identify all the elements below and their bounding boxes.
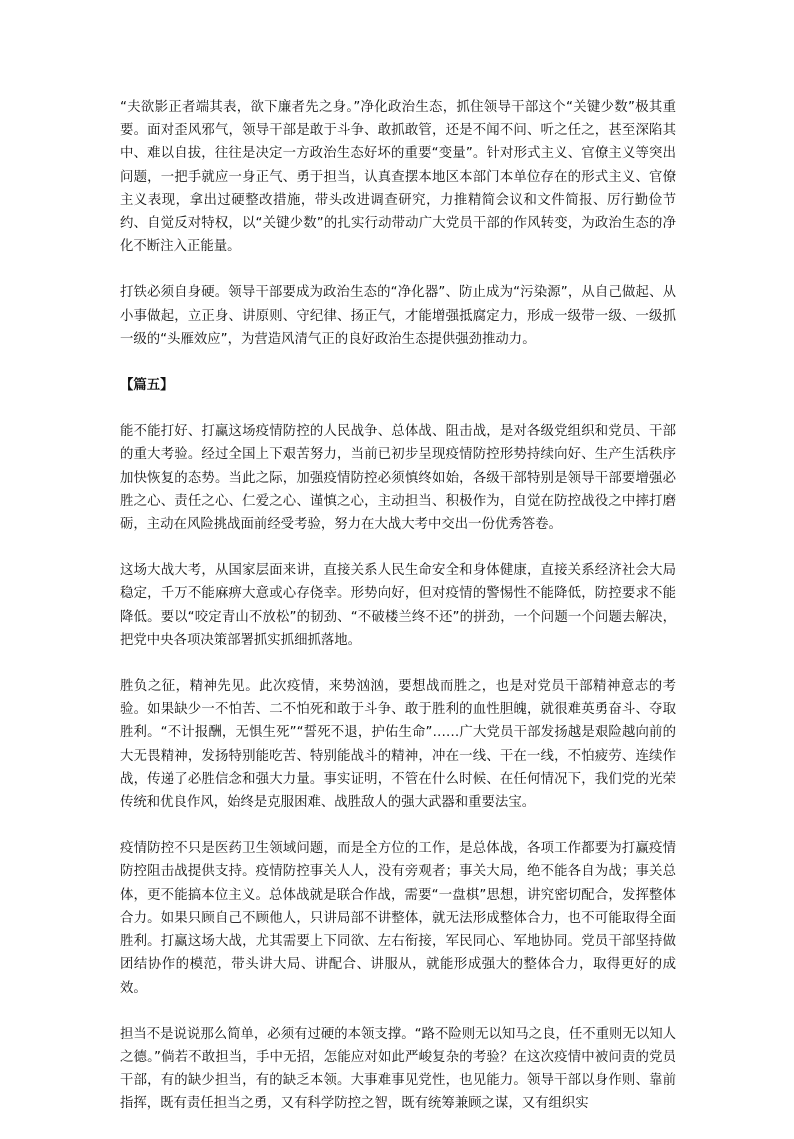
paragraph-2: 打铁必须自身硬。领导干部要成为政治生态的“净化器”、防止成为“污染源”，从自己做起、从小事做起，立正身、讲原则、守纪律、扬正气，才能增强抵腐定力，形成一级带一级、一级抓一级的“头雁效应”，为营造风清气正的良好政治生态提供强劲推动力。: [120, 285, 676, 347]
paragraph-4: 这场大战大考，从国家层面来讲，直接关系人民生命安全和身体健康，直接关系经济社会大局稳定，千万不能麻痹大意或心存侥幸。形势向好，但对疫情的警惕性不能降低，防控要求不能降低。要以“咬定青山不放松”的韧劲、“不破楼兰终不还”的拼劲，一个问题一个问题去解决，把党中央各项决策部署抓实抓细抓落地。: [120, 563, 676, 648]
paragraph-5: 胜负之征，精神先见。此次疫情，来势汹汹，要想战而胜之，也是对党员干部精神意志的考验。如果缺少一不怕苦、二不怕死和敢于斗争、敢于胜利的血性胆魄，就很难英勇奋斗、夺取胜利。“不计报酬，无惧生死”“誓死不退，护佑生命”……广大党员干部发扬越是艰险越向前的大无畏精神，发扬特别能吃苦、特别能战斗的精神，冲在一线、干在一线，不怕疲劳、连续作战，传递了必胜信念和强大力量。事实证明，不管在什么时候、在任何情况下，我们党的光荣传统和优良作风，始终是克服困难、战胜敌人的强大武器和重要法宝。: [120, 679, 676, 811]
paragraph-6: 疫情防控不只是医药卫生领域问题，而是全方位的工作，是总体战，各项工作都要为打赢疫情防控阻击战提供支持。疫情防控事关人人，没有旁观者；事关大局，绝不能各自为战；事关总体，更不能搞本位主义。总体战就是联合作战，需要“一盘棋”思想，讲究密切配合，发挥整体合力。如果只顾自己不顾他人，只讲局部不讲整体，就无法形成整体合力，也不可能取得全面胜利。打赢这场大战，尤其需要上下同欲、左右衔接，军民同心、军地协同。党员干部坚持做团结协作的模范，带头讲大局、讲配合、讲服从，就能形成强大的整体合力，取得更好的成效。: [120, 841, 676, 996]
section-heading: 【篇五】: [120, 378, 174, 394]
document-page: [120, 96, 676, 1139]
paragraph-3: 能不能打好、打赢这场疫情防控的人民战争、总体战、阻击战，是对各级党组织和党员、干部的重大考验。经过全国上下艰苦努力，当前已初步呈现疫情防控形势持续向好、生产生活秩序加快恢复的态势。当此之际，加强疫情防控必须慎终如始，各级干部特别是领导干部要增强必胜之心、责任之心、仁爱之心、谨慎之心，主动担当、积极作为，自觉在防控战役之中摔打磨砺，主动在风险挑战面前经受考验，努力在大战大考中交出一份优秀答卷。: [120, 424, 676, 533]
paragraph-7: 担当不是说说那么简单，必须有过硬的本领支撑。“路不险则无以知马之良，任不重则无以知人之德。”倘若不敢担当，手中无招，怎能应对如此严峻复杂的考验？在这次疫情中被问责的党员干部，有的缺少担当，有的缺乏本领。大事难事见党性，也见能力。领导干部以身作则、靠前指挥，既有责任担当之勇，又有科学防控之智，既有统筹兼顾之谋，又有组织实: [120, 1026, 676, 1112]
paragraph-1: “夫欲影正者端其表，欲下廉者先之身。”净化政治生态，抓住领导干部这个“关键少数”极其重要。面对歪风邪气，领导干部是敢于斗争、敢抓敢管，还是不闻不问、听之任之，甚至深陷其中、难以自拔，往往是决定一方政治生态好坏的重要“变量”。针对形式主义、官僚主义等突出问题，一把手就应一身正气、勇于担当，认真查摆本地区本部门本单位存在的形式主义、官僚主义表现，拿出过硬整改措施，带头改进调查研究，力推精简会议和文件简报、厉行勤俭节约、自觉反对特权，以“关键少数”的扎实行动带动广大党员干部的作风转变，为政治生态的净化不断注入正能量。: [120, 100, 676, 255]
